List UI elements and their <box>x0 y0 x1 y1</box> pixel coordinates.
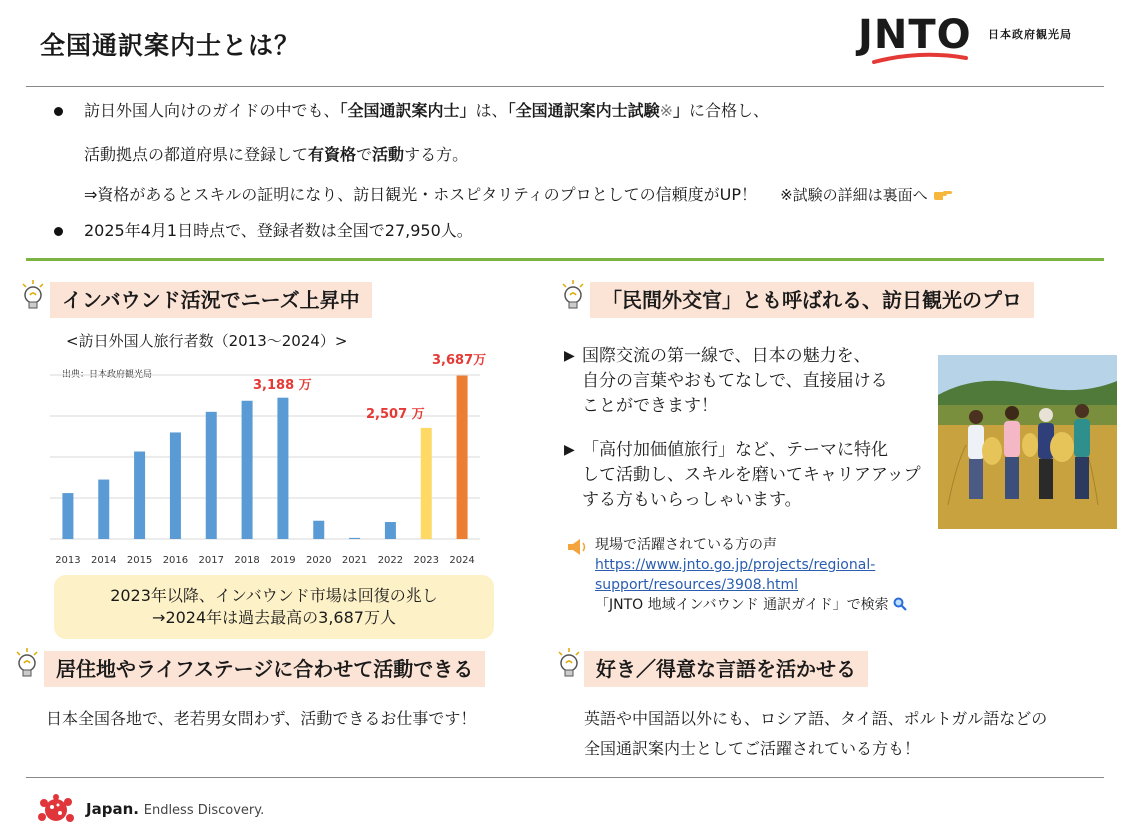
chart-bar-2019 <box>277 398 288 539</box>
page-title: 全国通訳案内士とは？ <box>40 31 301 60</box>
pro-p1-line: 自分の言葉やおもてなしで、直接届ける <box>582 371 888 391</box>
intro-active-bold: 活動 <box>372 145 405 164</box>
lightbulb-icon <box>20 280 46 312</box>
bullet-dot <box>54 107 63 116</box>
japan-blossom-logo-icon <box>34 793 78 827</box>
intro-line-1 <box>84 100 769 122</box>
chart-bar-2023 <box>421 428 432 539</box>
search-hint-text: 「JNTO 地域インバウンド 通訳ガイド」で検索 <box>595 597 889 613</box>
chart-x-ticks <box>55 555 475 566</box>
pro-p1-line: 国際交流の第一線で、日本の魅力を、 <box>582 346 871 366</box>
speaker-icon <box>567 538 591 556</box>
jnto-logo <box>858 12 972 70</box>
pro-paragraph-1 <box>582 344 888 419</box>
heading-languages: 好き／得意な言語を活かせる <box>584 651 868 687</box>
footer-divider <box>26 777 1104 778</box>
data-label-2024: 3,687万 <box>432 353 487 368</box>
voice-link-line-2[interactable]: support/resources/3908.html <box>595 577 798 593</box>
languages-line-2: 全国通訳案内士としてご活躍されている方も！ <box>584 739 921 758</box>
guides-photo <box>938 355 1117 529</box>
logo-swoosh-icon <box>872 52 968 66</box>
chart-x-tick-label: 2022 <box>377 555 404 566</box>
intro-benefit-text: ⇒資格があるとスキルの証明になり、訪日観光・ホスピタリティのプロとしての信頼度がUP！ <box>84 185 758 204</box>
header-divider <box>26 86 1104 87</box>
chart-x-tick-label: 2015 <box>126 555 153 566</box>
languages-line-1: 英語や中国語以外にも、ロシア語、タイ語、ポルトガル語などの <box>584 709 1048 728</box>
chart-x-tick-label: 2016 <box>162 555 189 566</box>
footer-tagline: Endless Discovery. <box>143 803 265 818</box>
pro-p2-line: する方もいらっしゃいます。 <box>582 490 802 510</box>
chart-bar-2018 <box>242 401 253 539</box>
chart-x-tick-label: 2017 <box>198 555 224 566</box>
intro-line-2 <box>84 144 468 166</box>
intro-exam-note: ※試験の詳細は裏面へ <box>780 186 928 204</box>
pro-paragraph-2 <box>582 438 921 513</box>
lightbulb-icon <box>14 648 40 680</box>
chart-bar-2022 <box>385 522 396 539</box>
data-label-2023: 2,507 万 <box>366 407 425 422</box>
chart-x-tick-label: 2023 <box>413 555 439 566</box>
languages-text <box>584 704 1047 764</box>
search-icon <box>893 597 907 611</box>
chart-bar-2016 <box>170 432 181 539</box>
chart-grid <box>50 375 480 539</box>
bullet-dot <box>54 227 63 236</box>
note-line-2: →2024年は過去最高の3,687万人 <box>152 608 396 627</box>
chart-x-tick-label: 2021 <box>341 555 368 566</box>
intro-exam-bold: 「全国通訳案内士試験 <box>507 101 660 120</box>
lightbulb-icon <box>560 280 586 312</box>
intro-term-bold: 「全国通訳案内士」 <box>339 101 476 120</box>
voice-label: 現場で活躍されている方の声 <box>595 537 777 553</box>
chart-bar-2024 <box>457 376 468 539</box>
heading-pro: 「民間外交官」とも呼ばれる、訪日観光のプロ <box>590 282 1034 318</box>
chart-bar-2021 <box>349 538 360 539</box>
chart-bar-2015 <box>134 452 145 539</box>
intro-text: に合格し、 <box>689 101 770 120</box>
pro-p1-line: ことができます！ <box>582 396 718 416</box>
chart-bar-2020 <box>313 521 324 539</box>
chart-x-tick-label: 2020 <box>306 555 332 566</box>
intro-text: 活動拠点の都道府県に登録して <box>84 145 309 164</box>
heading-inbound: インバウンド活況でニーズ上昇中 <box>50 282 372 318</box>
pro-p2-line: 「高付加価値旅行」など、テーマに特化 <box>582 440 888 460</box>
chart-bar-2013 <box>62 493 73 539</box>
chart-title: <訪日外国人旅行者数（2013～2024）> <box>66 332 348 350</box>
voice-link-line-1[interactable]: https://www.jnto.go.jp/projects/regional- <box>595 557 876 573</box>
intro-text: 訪日外国人向けのガイドの中でも、 <box>84 101 340 120</box>
triangle-bullet-icon: ▶ <box>564 442 575 458</box>
intro-text: は、 <box>475 101 508 120</box>
footer-brand-name: Japan. <box>86 800 139 818</box>
voice-block <box>595 535 907 615</box>
intro-bracket: 」 <box>672 101 689 120</box>
chart-source: 出典：日本政府観光局 <box>62 370 153 380</box>
chart-x-tick-label: 2019 <box>270 555 296 566</box>
intro-note-mark: ※ <box>659 101 673 120</box>
lightbulb-icon <box>556 648 582 680</box>
chart-x-tick-label: 2018 <box>234 555 260 566</box>
data-label-2019: 3,188 万 <box>253 378 312 393</box>
intro-line-4: 2025年4月1日時点で、登録者数は全国で27,950人。 <box>84 221 473 240</box>
intro-qualified-bold: 有資格 <box>308 145 357 164</box>
chart-bar-2017 <box>206 412 217 539</box>
chart-x-tick-label: 2024 <box>449 555 475 566</box>
intro-text: する方。 <box>404 145 469 164</box>
pro-p2-line: して活動し、スキルを磨いてキャリアアップ <box>582 465 921 485</box>
jnto-logo-text: JNTO <box>858 12 972 58</box>
logo-subtitle: 日本政府観光局 <box>988 28 1072 41</box>
inbound-note-box <box>54 575 494 639</box>
intro-line-3 <box>84 184 953 206</box>
intro-text: で <box>356 145 373 164</box>
pointing-hand-icon <box>933 186 953 202</box>
chart-x-tick-label: 2013 <box>55 555 81 566</box>
chart-bar-2014 <box>98 480 109 539</box>
section-divider <box>26 258 1104 261</box>
lifestage-text: 日本全国各地で、老若男女問わず、活動できるお仕事です！ <box>46 709 477 728</box>
triangle-bullet-icon: ▶ <box>564 348 575 364</box>
footer-brand <box>86 800 264 818</box>
search-hint <box>595 595 907 615</box>
chart-x-tick-label: 2014 <box>91 555 117 566</box>
note-line-1: 2023年以降、インバウンド市場は回復の兆し <box>110 586 438 605</box>
heading-lifestage: 居住地やライフステージに合わせて活動できる <box>44 651 485 687</box>
